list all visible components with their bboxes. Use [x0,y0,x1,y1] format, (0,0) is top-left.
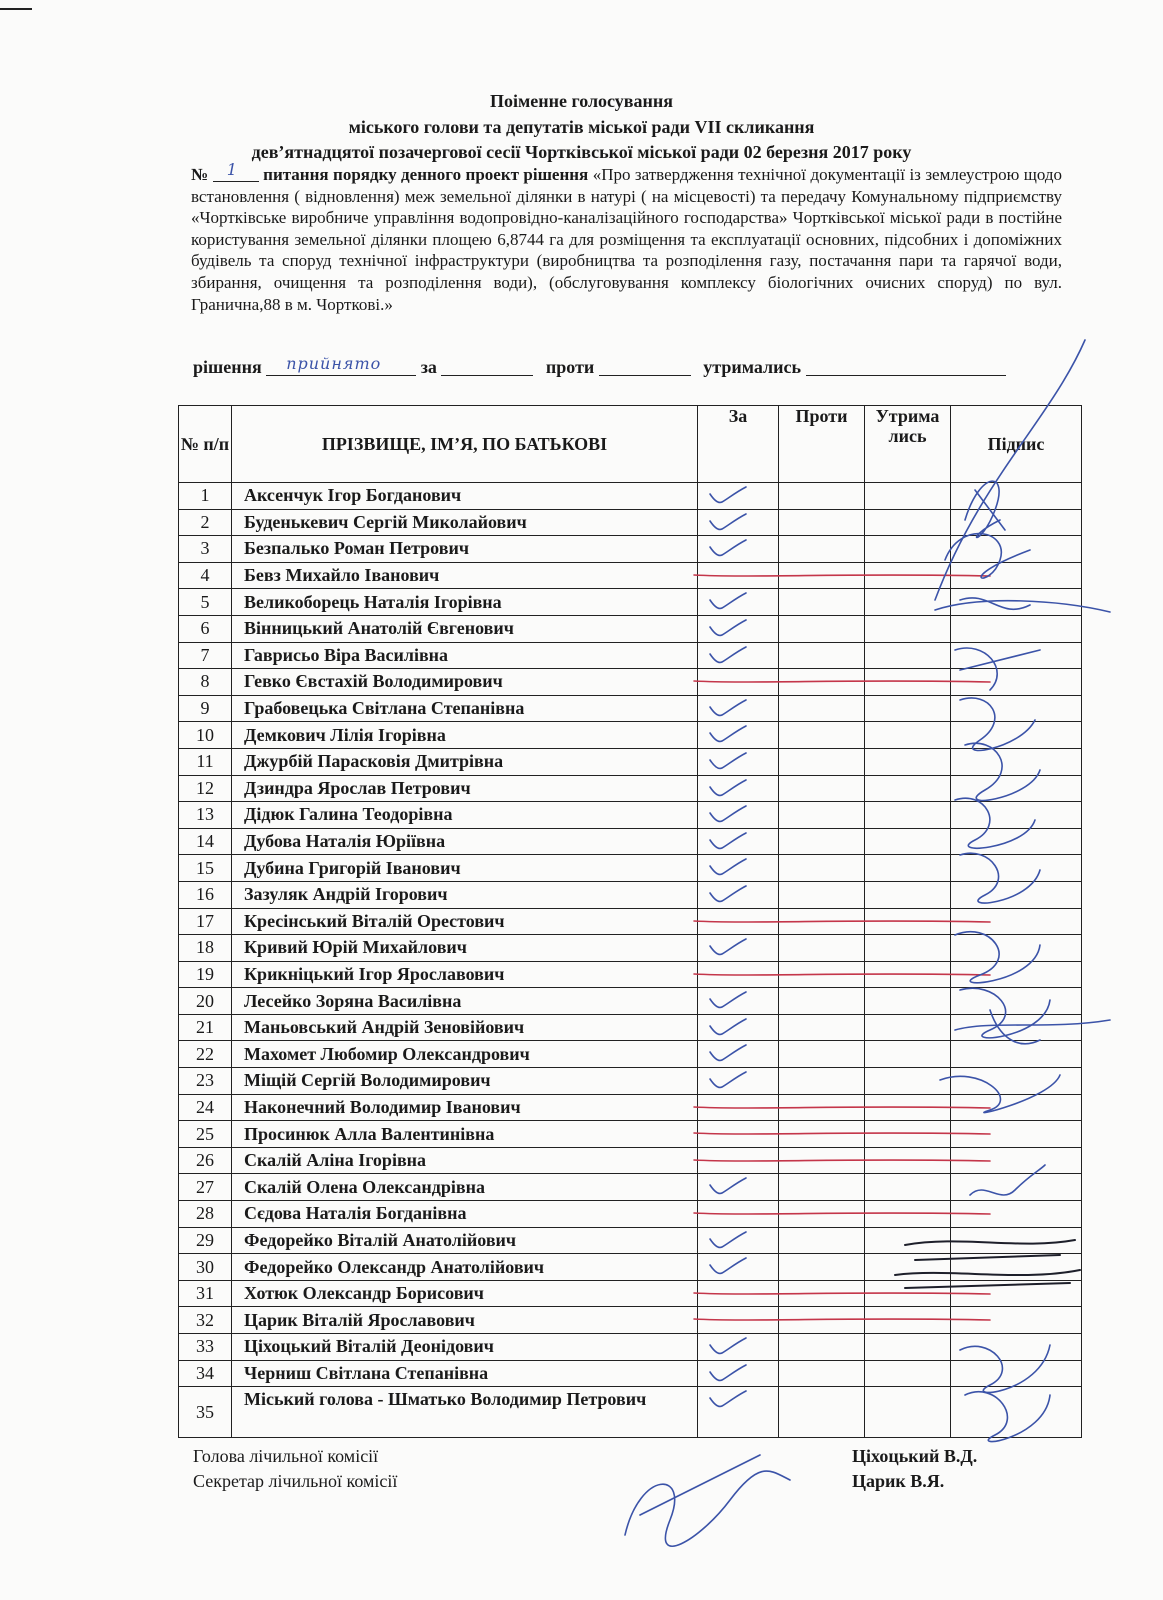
row-name: Вінницький Анатолій Євгенович [232,615,698,642]
row-signature-cell [951,695,1082,722]
row-proty-cell [779,855,865,882]
row-utrymalys-cell [865,1360,951,1387]
dash-line-icon [692,1287,992,1301]
table-row [179,509,1082,536]
row-name: Кресінський Віталій Орестович [232,908,698,935]
row-number: 27 [179,1174,232,1201]
row-za-cell [698,1360,779,1387]
table-row [179,961,1082,988]
dash-line-icon [692,675,992,689]
header-za: За [698,406,779,483]
row-signature-cell [951,1041,1082,1068]
row-utrymalys-cell [865,748,951,775]
checkmark-icon [706,803,750,825]
row-za-cell [698,722,779,749]
row-utrymalys-cell [865,722,951,749]
row-za-cell [698,828,779,855]
row-name: Крикніцький Ігор Ярославович [232,961,698,988]
table-row [179,881,1082,908]
row-utrymalys-cell [865,988,951,1015]
decision-line [193,354,1073,378]
row-number: 21 [179,1014,232,1041]
row-za-cell [698,1227,779,1254]
row-signature-cell [951,855,1082,882]
row-number: 12 [179,775,232,802]
row-za-cell [698,748,779,775]
row-proty-cell [779,1254,865,1281]
agenda-number-value: 1 [226,160,238,179]
dash-line-icon [692,1127,992,1141]
table-row [179,775,1082,802]
row-signature-cell [951,536,1082,563]
row-signature-cell [951,722,1082,749]
row-proty-cell [779,1014,865,1041]
row-za-cell [698,536,779,563]
dash-line-icon [692,1207,992,1221]
chair-name: Ціхоцький В.Д. [852,1446,978,1466]
row-utrymalys-cell [865,828,951,855]
row-signature-cell [951,881,1082,908]
table-header-row [179,406,1082,483]
checkmark-icon [706,644,750,666]
row-za-cell [698,855,779,882]
row-za-cell [698,802,779,829]
table-row [179,589,1082,616]
row-name: Дідюк Галина Теодорівна [232,802,698,829]
doc-subtitle: міського голови та депутатів міської ради VІІ скликання [348,117,815,137]
checkmark-icon [706,1042,750,1064]
row-utrymalys-cell [865,1334,951,1361]
checkmark-icon [706,1388,750,1410]
row-za-cell [698,881,779,908]
row-name: Махомет Любомир Олександрович [232,1041,698,1068]
checkmark-icon [706,590,750,612]
row-number: 22 [179,1041,232,1068]
checkmark-icon [706,1255,750,1277]
row-proty-cell [779,748,865,775]
decision-label: рішення [193,357,262,377]
checkmark-icon [706,936,750,958]
row-proty-cell [779,536,865,563]
row-number: 8 [179,669,232,696]
row-number: 10 [179,722,232,749]
table-row [179,1094,1082,1121]
table-row [179,1068,1082,1095]
row-number: 11 [179,748,232,775]
row-number: 34 [179,1360,232,1387]
decision-utrymalys-label: утримались [703,357,801,377]
header-proty: Проти [779,406,865,483]
row-name: Безпалько Роман Петрович [232,536,698,563]
agenda-number-label: № [191,165,209,184]
row-signature-cell [951,1227,1082,1254]
row-number: 31 [179,1280,232,1307]
decision-proty-label: проти [545,357,595,377]
row-za-cell [698,935,779,962]
row-name: Гевко Євстахій Володимирович [232,669,698,696]
agenda-paragraph [191,160,1063,315]
table-row [179,1227,1082,1254]
row-proty-cell [779,695,865,722]
decision-result-field [266,354,416,376]
decision-za-label: за [420,357,437,377]
row-utrymalys-cell [865,1041,951,1068]
row-signature-cell [951,1360,1082,1387]
row-proty-cell [779,1227,865,1254]
row-name: Лесейко Зоряна Василівна [232,988,698,1015]
row-number: 32 [179,1307,232,1334]
row-number: 17 [179,908,232,935]
row-name: Дубина Григорій Іванович [232,855,698,882]
dash-line-icon [692,569,992,583]
roll-call-table [178,405,1082,1438]
row-number: 9 [179,695,232,722]
header-name: ПРІЗВИЩЕ, ІМ’Я, ПО БАТЬКОВІ [232,406,698,483]
row-number: 1 [179,483,232,510]
checkmark-icon [706,750,750,772]
row-signature-cell [951,1387,1082,1438]
row-proty-cell [779,775,865,802]
row-name: Гаврисьо Віра Василівна [232,642,698,669]
row-proty-cell [779,589,865,616]
checkmark-icon [706,830,750,852]
row-name: Міський голова - Шматько Володимир Петрович [232,1387,698,1438]
table-row [179,1360,1082,1387]
row-za-cell [698,562,779,589]
row-name: Скалій Олена Олександрівна [232,1174,698,1201]
row-number: 23 [179,1068,232,1095]
row-za-cell [698,1201,779,1228]
row-number: 33 [179,1334,232,1361]
checkmark-icon [706,1362,750,1384]
table-row [179,1280,1082,1307]
row-za-cell [698,1094,779,1121]
dash-line-icon [692,1101,992,1115]
row-za-cell [698,908,779,935]
row-number: 14 [179,828,232,855]
agenda-number-field [213,160,259,182]
row-name: Просинюк Алла Валентинівна [232,1121,698,1148]
doc-title: Поіменне голосування [489,91,674,111]
row-signature-cell [951,802,1082,829]
table-row [179,1041,1082,1068]
row-signature-cell [951,748,1082,775]
row-signature-cell [951,1174,1082,1201]
table-row [179,1121,1082,1148]
row-utrymalys-cell [865,536,951,563]
row-name: Грабовецька Світлана Степанівна [232,695,698,722]
row-proty-cell [779,615,865,642]
row-za-cell [698,1334,779,1361]
table-row [179,828,1082,855]
row-utrymalys-cell [865,775,951,802]
row-signature-cell [951,615,1082,642]
table-row [179,935,1082,962]
row-utrymalys-cell [865,1014,951,1041]
table-row [179,802,1082,829]
table-row [179,1387,1082,1438]
row-utrymalys-cell [865,855,951,882]
header-signature: Підпис [951,406,1082,483]
row-proty-cell [779,1360,865,1387]
row-utrymalys-cell [865,642,951,669]
row-number: 7 [179,642,232,669]
table-row [179,1147,1082,1174]
row-proty-cell [779,935,865,962]
row-signature-cell [951,642,1082,669]
row-number: 4 [179,562,232,589]
row-signature-cell [951,828,1082,855]
row-number: 28 [179,1201,232,1228]
table-row [179,1307,1082,1334]
decision-za-field [441,358,533,376]
dash-line-icon [692,915,992,929]
row-za-cell [698,1280,779,1307]
row-proty-cell [779,1174,865,1201]
row-number: 30 [179,1254,232,1281]
row-za-cell [698,1147,779,1174]
row-signature-cell [951,589,1082,616]
row-number: 2 [179,509,232,536]
table-row [179,855,1082,882]
table-row [179,1014,1082,1041]
row-number: 29 [179,1227,232,1254]
row-number: 18 [179,935,232,962]
row-signature-cell [951,509,1082,536]
agenda-item-label: питання порядку денного проект рішення [263,165,589,184]
row-name: Бевз Михайло Іванович [232,562,698,589]
row-za-cell [698,615,779,642]
row-utrymalys-cell [865,1174,951,1201]
row-name: Буденькевич Сергій Миколайович [232,509,698,536]
checkmark-icon [706,1016,750,1038]
row-number: 25 [179,1121,232,1148]
checkmark-icon [706,777,750,799]
table-row [179,483,1082,510]
row-signature-cell [951,1014,1082,1041]
row-utrymalys-cell [865,1387,951,1438]
row-signature-cell [951,1068,1082,1095]
row-name: Сєдова Наталія Богданівна [232,1201,698,1228]
row-number: 19 [179,961,232,988]
row-utrymalys-cell [865,1254,951,1281]
row-signature-cell [951,1254,1082,1281]
row-za-cell [698,642,779,669]
row-name: Дзиндра Ярослав Петрович [232,775,698,802]
table-row [179,1254,1082,1281]
row-za-cell [698,1254,779,1281]
table-row [179,615,1082,642]
table-row [179,1201,1082,1228]
header-utrymalys: Утрима лись [865,406,951,483]
decision-proty-field [599,358,691,376]
row-utrymalys-cell [865,1227,951,1254]
row-za-cell [698,1068,779,1095]
row-proty-cell [779,1068,865,1095]
row-name: Федорейко Олександр Анатолійович [232,1254,698,1281]
row-signature-cell [951,483,1082,510]
checkmark-icon [706,617,750,639]
row-name: Міщій Сергій Володимирович [232,1068,698,1095]
table-row [179,669,1082,696]
row-proty-cell [779,722,865,749]
table-row [179,536,1082,563]
row-name: Ціхоцький Віталій Деонідович [232,1334,698,1361]
row-za-cell [698,509,779,536]
table-row [179,988,1082,1015]
checkmark-icon [706,883,750,905]
row-name: Аксенчук Ігор Богданович [232,483,698,510]
row-name: Федорейко Віталій Анатолійович [232,1227,698,1254]
checkmark-icon [706,697,750,719]
table-row [179,748,1082,775]
checkmark-icon [706,1175,750,1197]
chair-label: Голова лічильної комісії [193,1446,379,1466]
row-za-cell [698,1041,779,1068]
row-number: 15 [179,855,232,882]
row-number: 24 [179,1094,232,1121]
row-proty-cell [779,802,865,829]
row-utrymalys-cell [865,802,951,829]
row-proty-cell [779,642,865,669]
row-signature-cell [951,1334,1082,1361]
row-name: Дубова Наталія Юріївна [232,828,698,855]
table-row [179,562,1082,589]
signature-secretary [625,1455,790,1546]
checkmark-icon [706,484,750,506]
row-name: Наконечний Володимир Іванович [232,1094,698,1121]
row-name: Царик Віталій Ярославович [232,1307,698,1334]
row-za-cell [698,589,779,616]
row-proty-cell [779,509,865,536]
checkmark-icon [706,1229,750,1251]
row-name: Черниш Світлана Степанівна [232,1360,698,1387]
decision-utrymalys-field [806,358,1006,376]
row-za-cell [698,961,779,988]
dash-line-icon [692,968,992,982]
row-za-cell [698,988,779,1015]
secretary-label: Секретар лічильної комісії [193,1471,398,1491]
row-number: 20 [179,988,232,1015]
row-utrymalys-cell [865,935,951,962]
row-name: Великоборець Наталія Ігорівна [232,589,698,616]
row-number: 13 [179,802,232,829]
row-za-cell [698,695,779,722]
row-name: Хотюк Олександр Борисович [232,1280,698,1307]
table-row [179,695,1082,722]
row-utrymalys-cell [865,881,951,908]
row-utrymalys-cell [865,589,951,616]
row-za-cell [698,775,779,802]
row-proty-cell [779,988,865,1015]
row-za-cell [698,1121,779,1148]
table-row [179,642,1082,669]
dash-line-icon [692,1313,992,1327]
row-name: Скалій Аліна Ігорівна [232,1147,698,1174]
checkmark-icon [706,537,750,559]
agenda-text: «Про затвердження технічної документації із землеустрою щодо встановлення ( відновлення) меж земельної ділянки в натурі ( на місцевості) та передачу Комунальному підприємству «Чортківське виробниче управління водопровідно-каналізаційного господарства» Чортківської міської ради в постійне користування земельної ділянки площею 6,8744 га для розміщення та експлуатації основних, підсобних і допоміжних будівель та споруд технічної інфраструктури (виробництва та розподілення газу, постачання пари та гарячої води, збирання, очищення та розподілення води), (обслуговування комплексу біологічних очисних споруд) по вул. Гранична,88 в м. Чорткові.» [191,165,1063,314]
dash-line-icon [692,1154,992,1168]
row-za-cell [698,1387,779,1438]
row-utrymalys-cell [865,615,951,642]
session-line: дев’ятнадцятої позачергової сесії Чортківської міської ради 02 березня 2017 року [251,142,912,162]
row-number: 26 [179,1147,232,1174]
row-name: Зазуляк Андрій Ігорович [232,881,698,908]
scan-edge-mark [0,8,32,10]
row-name: Кривий Юрій Михайлович [232,935,698,962]
checkmark-icon [706,989,750,1011]
row-name: Маньовський Андрій Зеновійович [232,1014,698,1041]
checkmark-icon [706,856,750,878]
row-proty-cell [779,828,865,855]
row-utrymalys-cell [865,1068,951,1095]
row-signature-cell [951,775,1082,802]
table-row [179,722,1082,749]
checkmark-icon [706,723,750,745]
row-signature-cell [951,988,1082,1015]
row-za-cell [698,669,779,696]
row-number: 6 [179,615,232,642]
secretary-name: Царик В.Я. [852,1471,945,1491]
row-number: 35 [179,1387,232,1438]
checkmark-icon [706,1069,750,1091]
checkmark-icon [706,1335,750,1357]
row-proty-cell [779,1041,865,1068]
table-row [179,1334,1082,1361]
row-number: 3 [179,536,232,563]
row-utrymalys-cell [865,483,951,510]
row-za-cell [698,483,779,510]
table-row [179,1174,1082,1201]
row-proty-cell [779,1334,865,1361]
row-proty-cell [779,483,865,510]
checkmark-icon [706,511,750,533]
row-name: Джурбій Парасковія Дмитрівна [232,748,698,775]
row-za-cell [698,1307,779,1334]
row-proty-cell [779,1387,865,1438]
row-name: Демкович Лілія Ігорівна [232,722,698,749]
row-za-cell [698,1014,779,1041]
row-utrymalys-cell [865,695,951,722]
row-proty-cell [779,881,865,908]
row-za-cell [698,1174,779,1201]
row-signature-cell [951,935,1082,962]
header-num: № п/п [179,406,232,483]
row-number: 5 [179,589,232,616]
decision-result-handwritten: прийнято [286,354,382,373]
table-row [179,908,1082,935]
row-utrymalys-cell [865,509,951,536]
row-number: 16 [179,881,232,908]
